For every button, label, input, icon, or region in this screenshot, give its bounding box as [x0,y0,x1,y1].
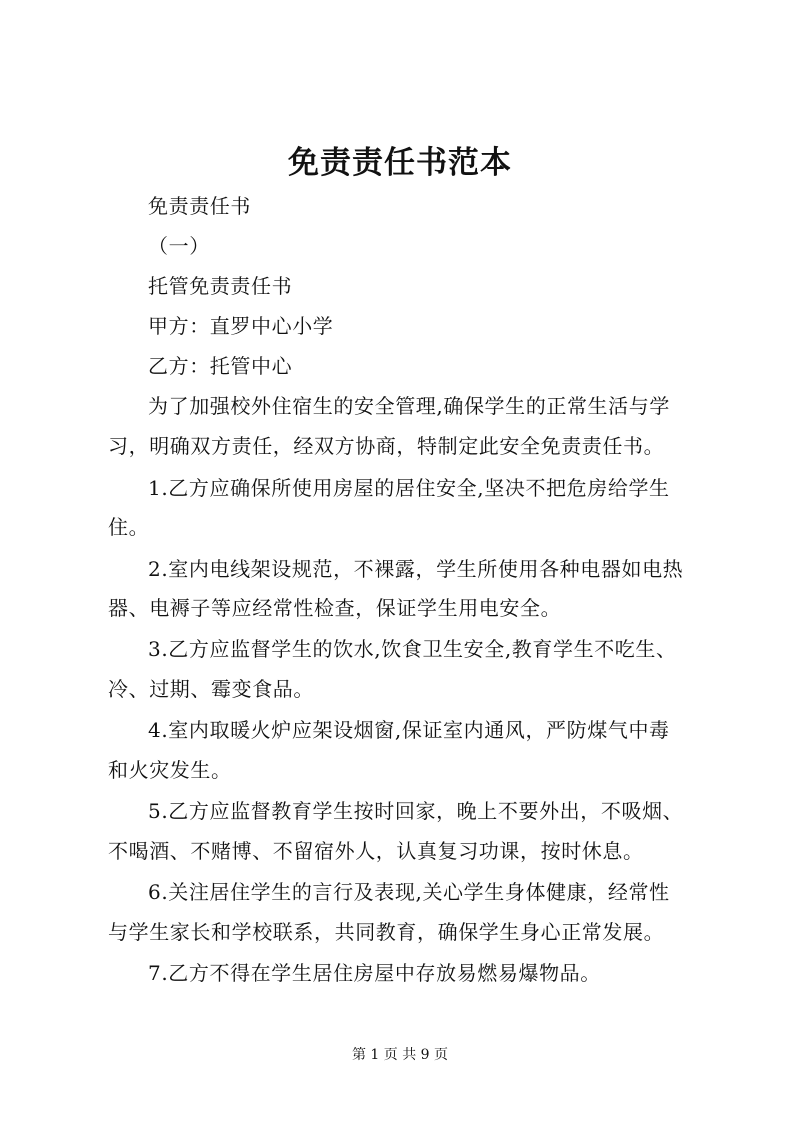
paragraph-line: 3.乙方应监督学生的饮水,饮食卫生安全,教育学生不吃生、 [148,637,677,661]
paragraph-line: 7.乙方不得在学生居住房屋中存放易燃易爆物品。 [148,961,601,985]
paragraph-line: 器、电褥子等应经常性检查，保证学生用电安全。 [108,596,562,620]
paragraph-line: 为了加强校外住宿生的安全管理,确保学生的正常生活与学 [148,394,670,418]
paragraph-line: 和火灾发生。 [108,758,232,782]
paragraph-line: 4.室内取暖火炉应架设烟窗,保证室内通风，严防煤气中毒 [148,718,670,742]
subheading-line: 托管免责责任书 [148,274,293,298]
paragraph-line: 住。 [108,515,150,539]
paragraph-line: 习，明确双方责任，经双方协商，特制定此安全免责责任书。 [108,434,665,458]
paragraph-line: 2.室内电线架设规范，不裸露，学生所使用各种电器如电热 [148,557,684,581]
party-a-line: 甲方：直罗中心小学 [148,314,334,338]
heading-line: 免责责任书 [148,194,251,218]
document-title: 免责责任书范本 [288,145,512,181]
paragraph-line: 1.乙方应确保所使用房屋的居住安全,坚决不把危房给学生 [148,476,670,500]
paragraph-line: 不喝酒、不赌博、不留宿外人，认真复习功课，按时休息。 [108,839,644,863]
paragraph-line: 6.关注居住学生的言行及表现,关心学生身体健康，经常性 [148,880,670,904]
paragraph-line: 与学生家长和学校联系，共同教育，确保学生身心正常发展。 [108,920,665,944]
page-footer: 第 1 页 共 9 页 [351,1047,449,1063]
section-number: （一） [148,234,210,258]
paragraph-line: 5.乙方应监督教育学生按时回家，晚上不要外出，不吸烟、 [148,799,684,823]
party-b-line: 乙方：托管中心 [148,354,293,378]
paragraph-line: 冷、过期、霉变食品。 [108,677,314,701]
